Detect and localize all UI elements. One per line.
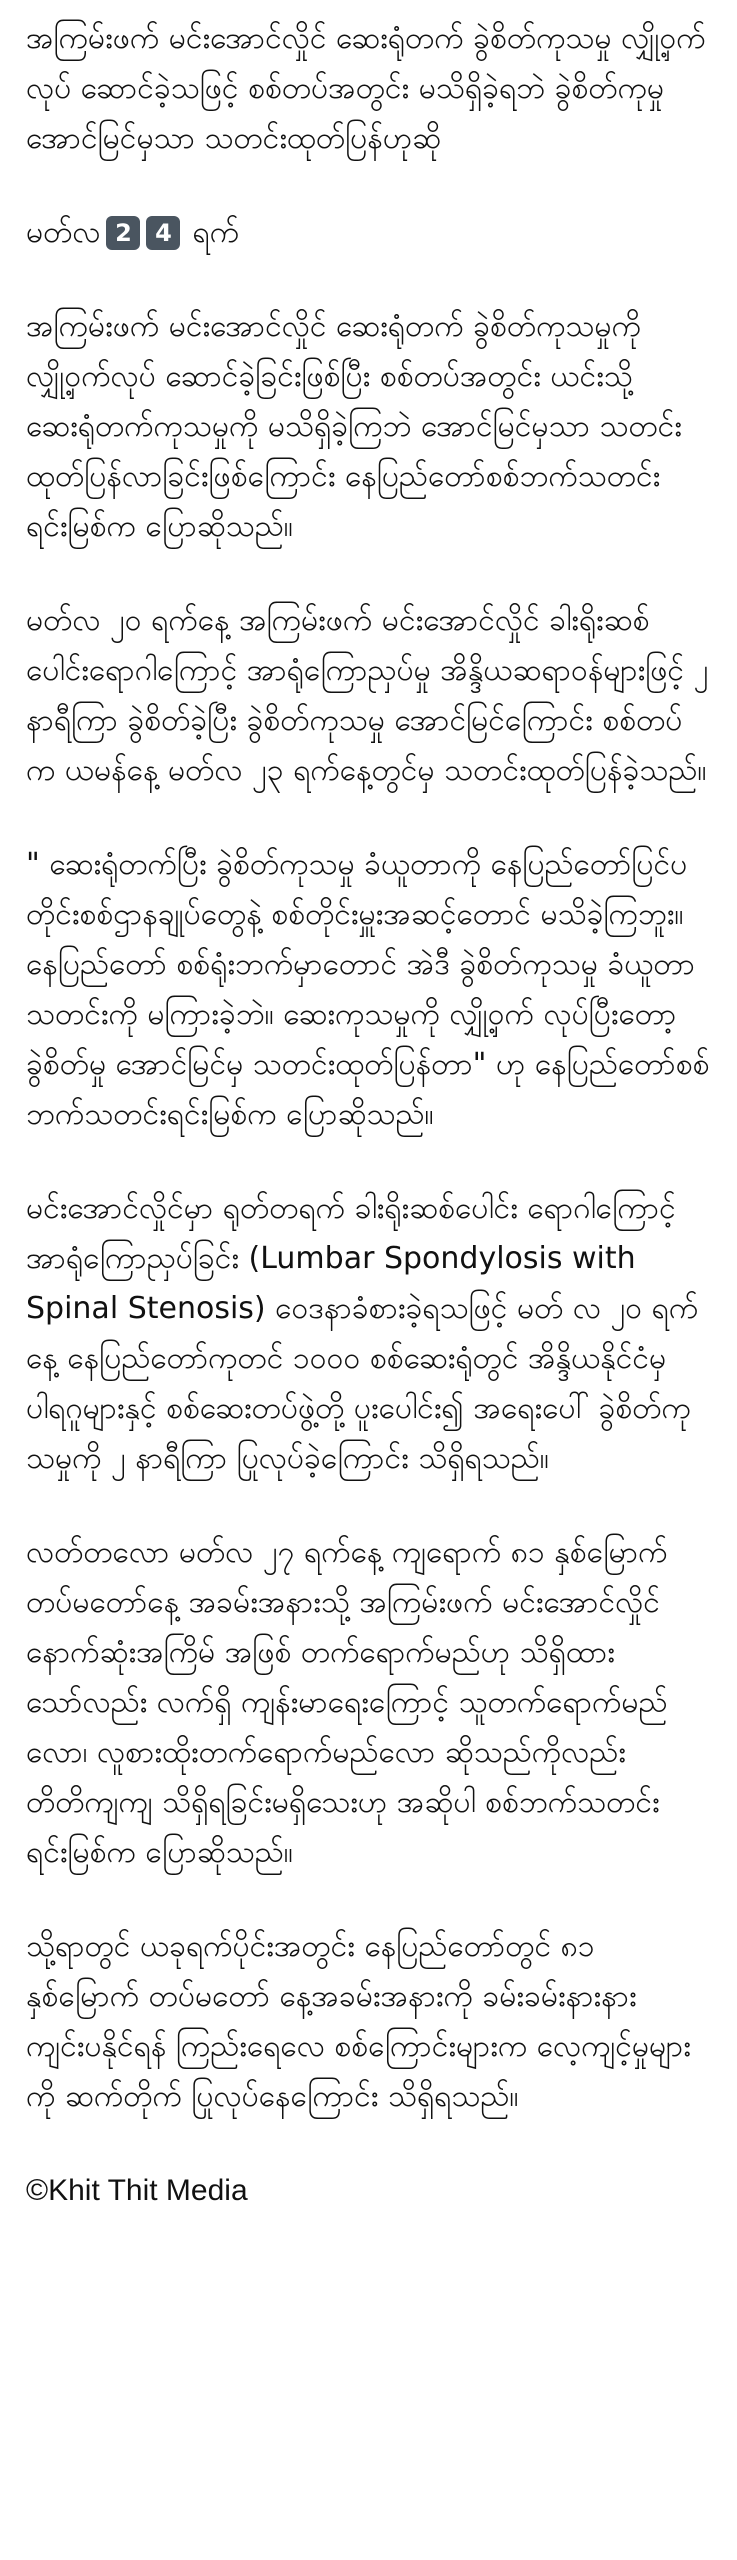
date-prefix: မတ်လ	[26, 215, 101, 250]
date-line	[26, 208, 711, 258]
paragraph-6: သို့ရာတွင် ယခုရက်ပိုင်းအတွင်း နေပြည်တော်တွင် ၈၁ နှစ်မြောက် တပ်မတော် နေ့အခမ်းအနားကို ခမ်းခမ်းနားနားကျင်းပနိုင်ရန် ကြည်းရေလေ စစ်ကြောင်းများက လေ့ကျင့်မှုများကို ဆက်တိုက် ပြုလုပ်နေကြောင်း သိရှိရသည်။	[26, 1929, 691, 2114]
paragraph-3: " ဆေးရုံတက်ပြီး ခွဲစိတ်ကုသမှု ခံယူတာကို နေပြည်တော်ပြင်ပ တိုင်းစစ်ဌာနချုပ်တွေနဲ့ စစ်တိုင်းမှူးအဆင့်တောင် မသိခဲ့ကြဘူး။ နေပြည်တော် စစ်ရုံးဘက်မှာတောင် အဲဒီ ခွဲစိတ်ကုသမှု ခံယူတာ သတင်းကို မကြားခဲ့ဘဲ။ ဆေးကုသမှုကို လျှို့ဝှက် လုပ်ပြီးတော့ ခွဲစိတ်မှု အောင်မြင်မှ သတင်းထုတ်ပြန်တာ" ဟု နေပြည်တော်စစ်ဘက်သတင်းရင်းမြစ်က ပြောဆိုသည်။	[26, 847, 710, 1132]
keycap-digit-4: 4	[146, 216, 180, 250]
article-headline: အကြမ်းဖက် မင်းအောင်လှိုင် ဆေးရုံတက် ခွဲစိတ်ကုသမှု လျှို့ဝှက် လုပ် ဆောင်ခဲ့သဖြင့် စစ်တပ်အတွင်း မသိရှိခဲ့ရဘဲ ခွဲစိတ်ကုမှု အောင်မြင်မှသာ သတင်းထုတ်ပြန်ဟုဆို	[26, 21, 706, 156]
keycap-digit-2: 2	[106, 216, 140, 250]
paragraph-1: အကြမ်းဖက် မင်းအောင်လှိုင် ဆေးရုံတက် ခွဲစိတ်ကုသမှုကို လျှို့ဝှက်လုပ် ဆောင်ခဲ့ခြင်းဖြစ်ပြီး စစ်တပ်အတွင်း ယင်းသို့ ဆေးရုံတက်ကုသမှုကို မသိရှိခဲ့ကြဘဲ အောင်မြင်မှသာ သတင်းထုတ်ပြန်လာခြင်းဖြစ်ကြောင်း နေပြည်တော်စစ်ဘက်သတင်းရင်းမြစ်က ပြောဆိုသည်။	[26, 309, 682, 544]
paragraph-5: လတ်တလော မတ်လ ၂၇ ရက်နေ့ ကျရောက် ၈၁ နှစ်မြောက် တပ်မတော်နေ့ အခမ်းအနားသို့ အကြမ်းဖက် မင်းအောင်လှိုင် နောက်ဆုံးအကြိမ် အဖြစ် တက်ရောက်မည်ဟု သိရှိထားသော်လည်း လက်ရှိ ကျန်းမာရေးကြောင့် သူတက်ရောက်မည်လော၊ လူစားထိုးတက်ရောက်မည်လော ဆိုသည်ကိုလည်း တိတိကျကျ သိရှိရခြင်းမရှိသေးဟု အဆိုပါ စစ်ဘက်သတင်းရင်းမြစ်က ပြောဆိုသည်။	[26, 1535, 668, 1870]
paragraph-4: မင်းအောင်လှိုင်မှာ ရုတ်တရက် ခါးရိုးဆစ်ပေါင်း ရောဂါကြောင့် အာရုံကြောညှပ်ခြင်း (Lumbar Spondylosis with Spinal Stenosis) ဝေဒနာခံစားခဲ့ရသဖြင့် မတ် လ ၂၀ ရက်နေ့ နေပြည်တော်ကုတင် ၁၀၀၀ စစ်ဆေးရုံတွင် အိန္ဒိယနိုင်ငံမှပါရဂူများနှင့် စစ်ဆေးတပ်ဖွဲ့တို့ ပူးပေါင်း၍ အရေးပေါ် ခွဲစိတ်ကုသမှုကို ၂ နာရီကြာ ပြုလုပ်ခဲ့ကြောင်း သိရှိရသည်။	[26, 1191, 699, 1476]
paragraph-2: မတ်လ ၂၀ ရက်နေ့ အကြမ်းဖက် မင်းအောင်လှိုင် ခါးရိုးဆစ်ပေါင်းရောဂါကြောင့် အာရုံကြောညှပ်မှု အိန္ဒိယဆရာဝန်များဖြင့် ၂ နာရီကြာ ခွဲစိတ်ခဲ့ပြီး ခွဲစိတ်ကုသမှု အောင်မြင်ကြောင်း စစ်တပ်က ယမန်နေ့ မတ်လ ၂၃ ရက်နေ့တွင်မှ သတင်းထုတ်ပြန်ခဲ့သည်။	[26, 603, 709, 788]
media-credit: ©Khit Thit Media	[26, 2174, 248, 2207]
date-suffix: ရက်	[192, 215, 240, 250]
